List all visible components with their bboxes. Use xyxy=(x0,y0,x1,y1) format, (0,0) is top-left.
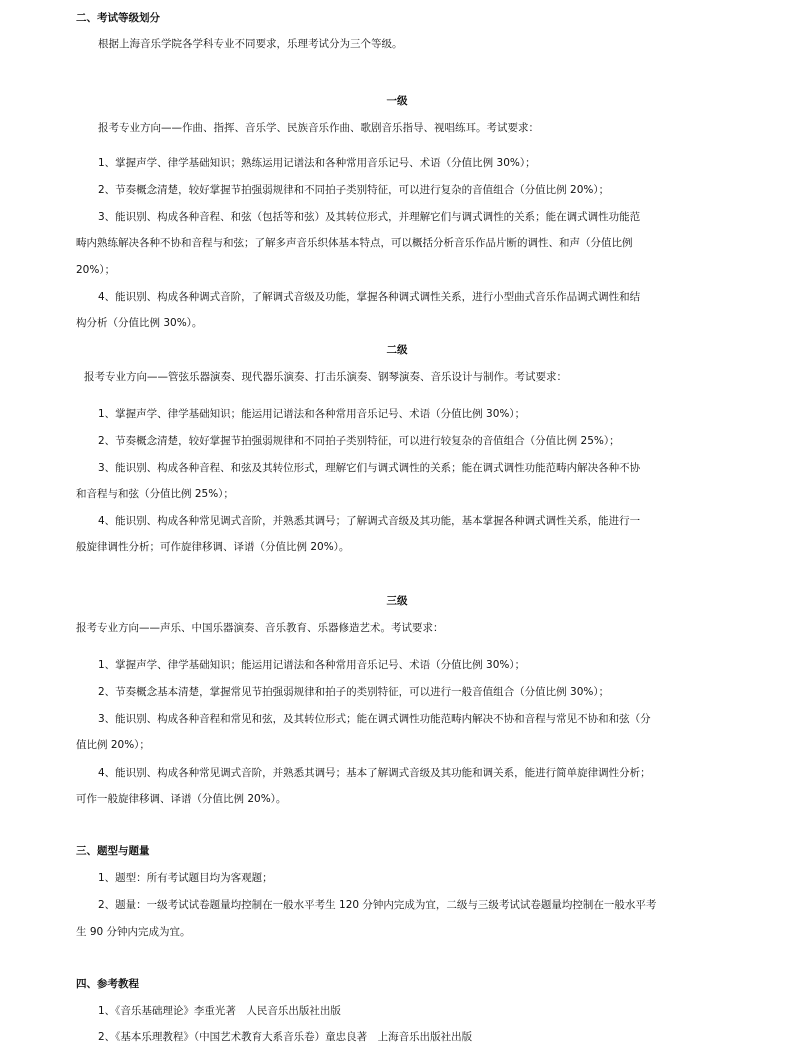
levels-intro: 根据上海音乐学院各学科专业不同要求，乐理考试分为三个等级。 xyxy=(98,38,403,50)
level3-majors: 报考专业方向——声乐、中国乐器演奏、音乐教育、乐器修造艺术。考试要求： xyxy=(76,622,444,634)
level1-item-3-cont: 畴内熟练解决各种不协和音程与和弦；了解多声音乐织体基本特点，可以概括分析音乐作品片断的调性、和声（分值比例 xyxy=(76,237,633,249)
level2-item-1: 1、掌握声学、律学基础知识；能运用记谱法和各种常用音乐记号、术语（分值比例 30%）； xyxy=(98,408,526,420)
section-heading-questions: 三、题型与题量 xyxy=(76,845,150,857)
level1-item-4: 4、能识别、构成各种调式音阶，了解调式音级及功能，掌握各种调式调性关系，进行小型曲式音乐作品调式调性和结 xyxy=(98,291,641,303)
level2-item-3-cont: 和音程与和弦（分值比例 25%）； xyxy=(76,488,234,500)
level3-item-4: 4、能识别、构成各种常见调式音阶，并熟悉其调号；基本了解调式音级及其功能和调关系，能进行简单旋律调性分析； xyxy=(98,767,651,779)
level1-item-3: 3、能识别、构成各种音程、和弦（包括等和弦）及其转位形式，并理解它们与调式调性的关系；能在调式调性功能范 xyxy=(98,211,641,223)
level1-title: 一级 xyxy=(386,95,408,107)
reference-item-2: 2、《基本乐理教程》（中国艺术教育大系音乐卷）童忠良著 上海音乐出版社出版 xyxy=(98,1031,473,1043)
reference-item-1: 1、《音乐基础理论》李重光著 人民音乐出版社出版 xyxy=(98,1005,341,1017)
level2-majors: 报考专业方向——管弦乐器演奏、现代器乐演奏、打击乐演奏、钢琴演奏、音乐设计与制作。考试要求： xyxy=(84,371,567,383)
section-heading-references: 四、参考教程 xyxy=(76,978,139,990)
level2-item-3: 3、能识别、构成各种音程、和弦及其转位形式，理解它们与调式调性的关系；能在调式调性功能范畴内解决各种不协 xyxy=(98,462,641,474)
level3-title: 三级 xyxy=(386,595,408,607)
level1-item-3-end: 20%）； xyxy=(76,264,116,276)
level1-item-2: 2、节奏概念清楚，较好掌握节拍强弱规律和不同拍子类别特征，可以进行复杂的音值组合（分值比例 20%）； xyxy=(98,184,610,196)
level2-item-4: 4、能识别、构成各种常见调式音阶，并熟悉其调号；了解调式音级及其功能，基本掌握各种调式调性关系，能进行一 xyxy=(98,515,641,527)
level3-item-2: 2、节奏概念基本清楚，掌握常见节拍强弱规律和拍子的类别特征，可以进行一般音值组合（分值比例 30%）； xyxy=(98,686,610,698)
level2-item-4-cont: 般旋律调性分析；可作旋律移调、译谱（分值比例 20%）。 xyxy=(76,541,350,553)
questions-item-1: 1、题型：所有考试题目均为客观题； xyxy=(98,872,273,884)
level1-item-1: 1、掌握声学、律学基础知识；熟练运用记谱法和各种常用音乐记号、术语（分值比例 30%）； xyxy=(98,157,536,169)
level2-title: 二级 xyxy=(386,344,408,356)
level3-item-3: 3、能识别、构成各种音程和常见和弦，及其转位形式；能在调式调性功能范畴内解决不协和音程与常见不协和和弦（分 xyxy=(98,713,651,725)
level3-item-3-cont: 值比例 20%）； xyxy=(76,739,150,751)
level2-item-2: 2、节奏概念清楚，较好掌握节拍强弱规律和不同拍子类别特征，可以进行较复杂的音值组合（分值比例 25%）； xyxy=(98,435,620,447)
questions-item-2: 2、题量：一级考试试卷题量均控制在一般水平考生 120 分钟内完成为宜，二级与三级考试试卷题量均控制在一般水平考 xyxy=(98,899,657,911)
section-heading-levels: 二、考试等级划分 xyxy=(76,12,160,24)
level1-item-4-cont: 构分析（分值比例 30%）。 xyxy=(76,317,203,329)
level3-item-1: 1、掌握声学、律学基础知识；能运用记谱法和各种常用音乐记号、术语（分值比例 30%）； xyxy=(98,659,526,671)
level3-item-4-cont: 可作一般旋律移调、译谱（分值比例 20%）。 xyxy=(76,793,287,805)
level1-majors: 报考专业方向——作曲、指挥、音乐学、民族音乐作曲、歌剧音乐指导、视唱练耳。考试要求： xyxy=(98,122,539,134)
questions-item-2-cont: 生 90 分钟内完成为宜。 xyxy=(76,926,191,938)
